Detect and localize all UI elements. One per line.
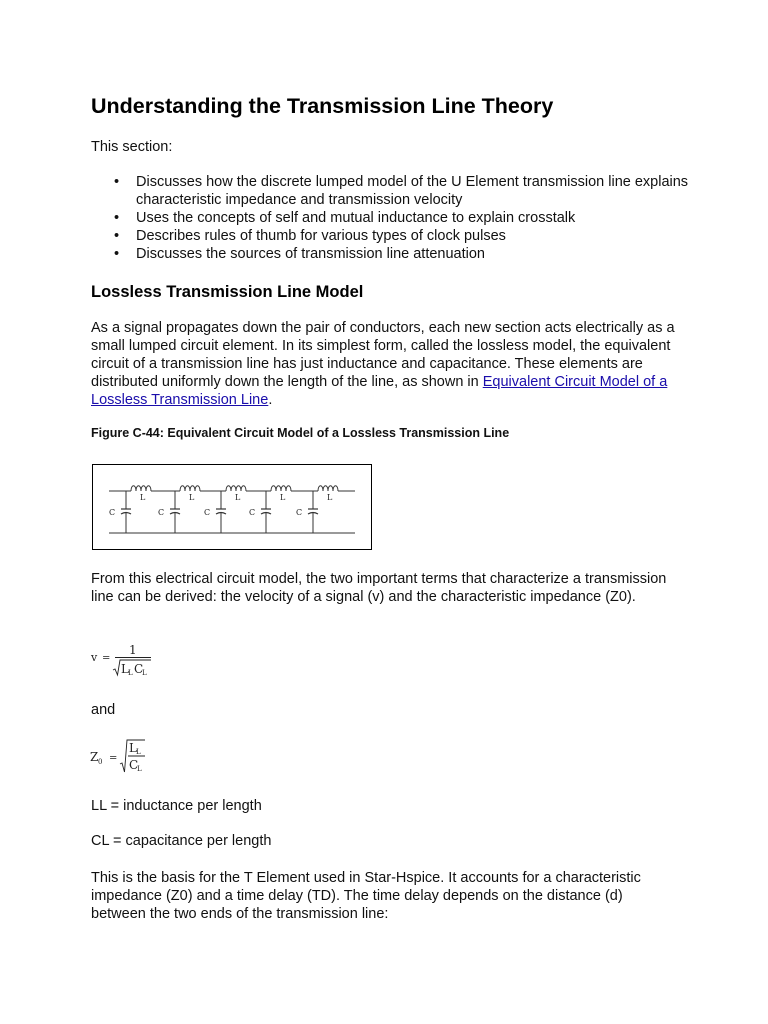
formula-v-equals: = <box>102 653 111 664</box>
intro-text: This section: <box>91 139 173 155</box>
inductor-label: L <box>189 493 195 502</box>
paragraph-t-element: This is the basis for the T Element used in Star-Hspice. It accounts for a characteristic impedance (Z0) and a time delay (TD). The time delay depends on the distance (d) between the two ends of the transmission line: <box>91 870 641 922</box>
inductor-label: L <box>280 493 286 502</box>
list-item: • Describes rules of thumb for various types of clock pulses <box>112 227 692 245</box>
inductor <box>271 486 291 491</box>
figure-link[interactable]: Equivalent Circuit Model of a Lossless Transmission Line <box>91 374 668 408</box>
velocity-formula <box>89 642 159 678</box>
circuit-figure <box>92 464 372 550</box>
formula-v-den-l-sub: L <box>128 669 133 677</box>
definition-ll: LL = inductance per length <box>91 798 262 814</box>
formula-v-den-l: L <box>121 662 129 676</box>
list-item: • Uses the concepts of self and mutual inductance to explain crosstalk <box>112 209 692 227</box>
page-title: Understanding the Transmission Line Theory <box>91 94 554 118</box>
paragraph-lossless-model <box>91 319 681 409</box>
formula-v-den-c-sub: L <box>142 669 147 677</box>
inductor-label: L <box>327 493 333 502</box>
inductor <box>180 486 200 491</box>
capacitor-label: C <box>249 508 256 517</box>
impedance-formula <box>89 736 151 776</box>
circuit-diagram <box>93 465 373 551</box>
paragraph-terms: From this electrical circuit model, the two important terms that characterize a transmission line can be derived: the velocity of a signal (v) and the characteristic impedance (Z0). <box>91 571 667 605</box>
formula-z-lhs-sub: 0 <box>98 758 103 766</box>
bullet-list <box>112 173 692 263</box>
list-item: • Discusses the sources of transmission line attenuation <box>112 245 692 263</box>
inductor <box>131 486 151 491</box>
formula-v-den-c: C <box>134 662 144 676</box>
formula-z-num-sub: L <box>136 748 141 756</box>
capacitor-label: C <box>296 508 303 517</box>
inductor-label: L <box>140 493 146 502</box>
formula-z-equals: = <box>109 753 118 764</box>
and-text: and <box>91 702 116 718</box>
formula-z-den-sub: L <box>137 765 142 773</box>
inductor <box>318 486 338 491</box>
paragraph-end: . <box>268 392 273 408</box>
capacitor-label: C <box>204 508 211 517</box>
formula-v-numerator: 1 <box>129 643 137 657</box>
paragraph-text: As a signal propagates down the pair of conductors, each new section acts electrically as a small lumped circuit element. In its simplest form, called the lossless model, the equivalent circuit of a transmission line has just inductance and capacitance. These elements are distributed uniformly down the length of the line, as shown in <box>91 320 675 390</box>
formula-z-lhs: Z <box>90 750 99 764</box>
list-item: • Discusses how the discrete lumped model of the U Element transmission line explains characteristic impedance and transmission velocity <box>112 173 692 209</box>
capacitor-label: C <box>109 508 116 517</box>
capacitor-label: C <box>158 508 165 517</box>
figure-caption: Figure C-44: Equivalent Circuit Model of a Lossless Transmission Line <box>91 426 510 440</box>
inductor-label: L <box>235 493 241 502</box>
formula-v-lhs: v <box>91 651 98 664</box>
inductor <box>226 486 246 491</box>
section-heading: Lossless Transmission Line Model <box>91 283 364 301</box>
formula-z-numerator: L <box>129 741 137 755</box>
definition-cl: CL = capacitance per length <box>91 833 272 849</box>
formula-z-denominator: C <box>129 758 139 772</box>
